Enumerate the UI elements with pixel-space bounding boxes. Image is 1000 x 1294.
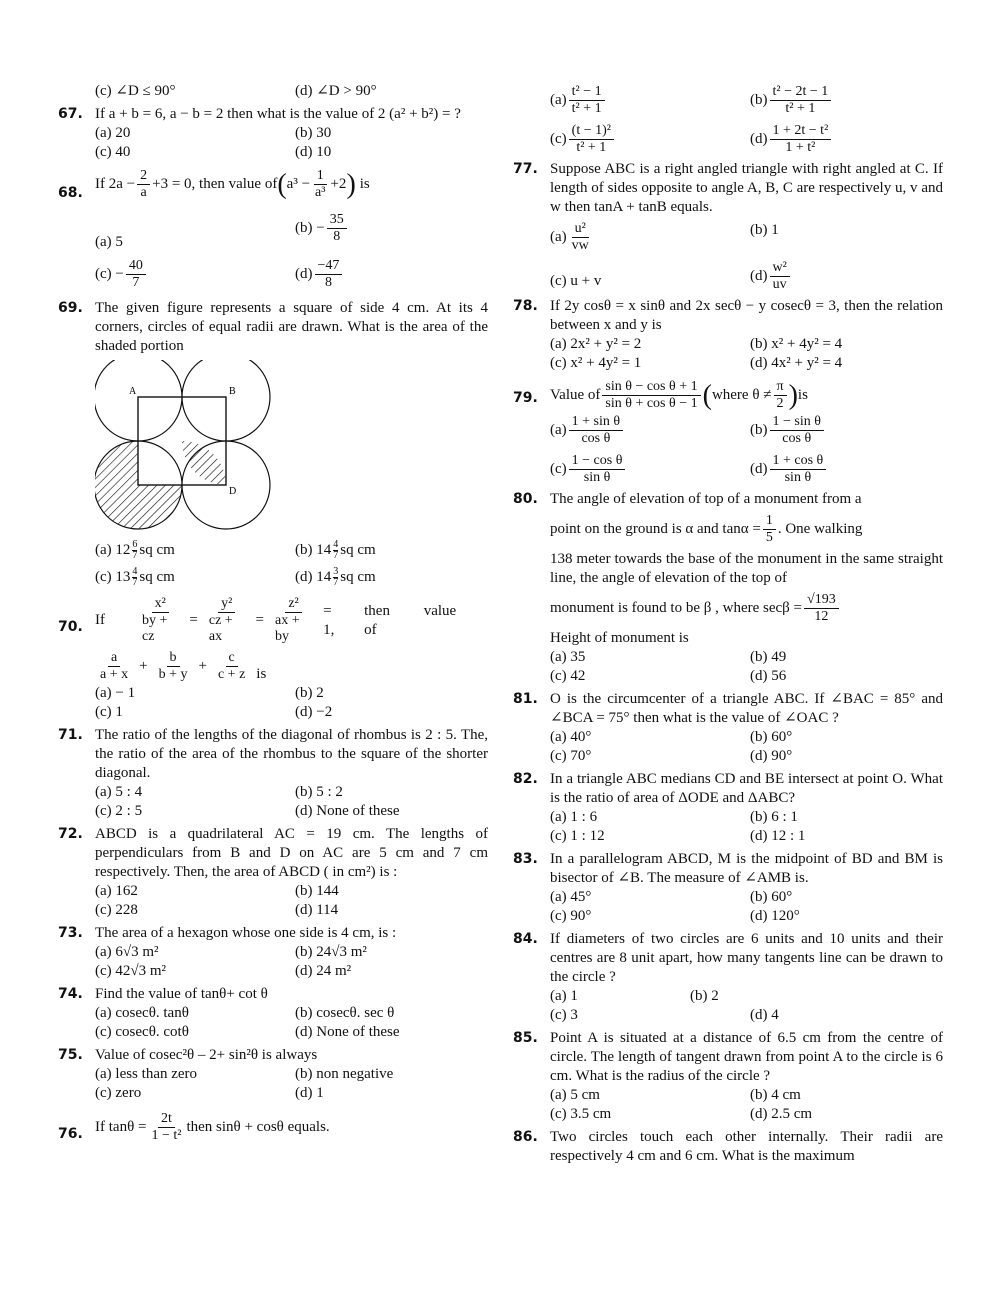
question-stem: O is the circumcenter of a triangle ABC. If ∠BAC = 85° and ∠BCA = 75° then what is the value of ∠OAC ? [550,691,943,726]
stem-text: is [797,387,808,403]
question-number: 78. [513,298,538,314]
question-number: 85. [513,1030,538,1046]
option-c: (c) ∠D ≤ 90° [95,83,176,99]
question-stem: In a triangle ABC medians CD and BE intersect at point O. What is the ratio of area of ΔODE and ΔABC? [550,771,943,806]
option-d: (d) 90° [750,748,793,764]
option-a: (a) $\frac{\text{1 + sin θ}}{\text{cos θ}}$ [550,414,750,447]
option-a: (a) 1 : 6 [550,809,598,825]
stem-text: point on the ground is α and tanα = [550,521,761,537]
option-a: (a) cosecθ. tanθ [95,1005,189,1021]
stem-text: Value of [550,387,601,403]
fraction: $\frac{1}{5}$ [763,513,776,546]
question-stem: Suppose ABC is a right angled triangle with right angled at C. If length of sides opposite to angle A, B, C are respectively u, v and w then tanA + tanB equals. [550,161,943,215]
question-number: 68. [58,185,83,201]
option-c: (c) 228 [95,902,138,918]
option-b: (b) non negative [295,1066,394,1082]
question-84 [513,930,943,1025]
question-number: 74. [58,986,83,1002]
question-stem: ABCD is a quadrilateral AC = 19 cm. The lengths of perpendiculars from B and D on AC are 5 cm and 7 cm respectively. Then, the area of ABCD ( in cm²) is : [95,826,488,880]
option-d: (d) ∠D > 90° [295,83,377,99]
question-83 [513,850,943,926]
stem-text: a³ − [286,176,311,192]
option-c: (c) cosecθ. cotθ [95,1024,189,1040]
question-77 [513,160,943,293]
option-c: (c) 13 $\frac{4}{7}$ sq cm [95,566,175,588]
option-a: (a) 45° [550,889,592,905]
stem-text: +2 [330,176,347,192]
option-d: (d) $\frac{\text{1 + cos θ}}{\text{sin θ}}$ [750,453,950,486]
question-number: 70. [58,619,83,635]
question-79 [513,379,943,486]
left-column [58,82,488,1148]
label-b: B [229,386,236,397]
stem-text: monument is found to be β , where secβ = [550,600,803,616]
fraction: $\frac{√193}{12}$ [804,592,839,625]
right-paren: ) [346,169,356,200]
question-number: 79. [513,390,538,406]
question-stem: Find the value of tanθ+ cot θ [95,986,268,1002]
option-a: (a) 5 cm [550,1087,600,1103]
question-75 [58,1046,488,1103]
option-c: (c) 3 [550,1007,578,1023]
question-80 [513,490,943,686]
option-d: (d) 12 : 1 [750,828,806,844]
question-76 [58,1111,488,1144]
question-number: 81. [513,691,538,707]
question-stem: Value of cosec²θ – 2+ sin²θ is always [95,1047,318,1063]
right-paren: ) [788,380,798,411]
option-b: (b) cosecθ. sec θ [295,1005,395,1021]
option-c: (c) 42√3 m² [95,963,167,979]
right-column [513,84,943,1170]
question-82 [513,770,943,846]
question-85 [513,1029,943,1124]
question-70: 70. If $\frac{\text{x²}}{by + cz}$ = $\frac{\text{y²}}{cz + ax}$ = $\frac{\text{z²}}{ax + by}$ = 1, then value of $\frac{a}{a + x}$ + $\frac{b}{b + y}$ + $\frac{c}{c + z}$ is (a) − 1 (b) 2 (c) 1 (d) −2 [58,596,488,722]
question-73 [58,924,488,981]
option-c: (c) x² + 4y² = 1 [550,355,642,371]
question-stem: The area of a hexagon whose one side is 4 cm, is : [95,925,397,941]
question-81 [513,690,943,766]
stem-text: If 2a − [95,176,136,192]
question-stem: The ratio of the lengths of the diagonal of rhombus is 2 : 5. The, the ratio of the area of the rhombus to the square of the shorter diagonal. [95,727,488,781]
question-67 [58,105,488,162]
option-c: (c) $\frac{\text{(t − 1)²}}{\text{t² + 1}}$ [550,123,750,156]
question-stem: In a parallelogram ABCD, M is the midpoint of BD and BM is bisector of ∠B. The measure of ∠AMB is. [550,851,943,886]
option-d: (d) $\frac{\text{w²}}{uv}$ [750,260,950,293]
option-b: (b) 49 [750,649,787,665]
option-c: (c) 2 : 5 [95,803,143,819]
stem-text: then sinθ + cosθ equals. [186,1119,330,1135]
shaded-region [182,441,226,485]
question-number: 72. [58,826,83,842]
option-d: (d) None of these [295,803,400,819]
question-number: 83. [513,851,538,867]
option-a: (a) 6√3 m² [95,944,159,960]
question-stem: Two circles touch each other internally. Their radii are respectively 4 cm and 6 cm. What is the maximum [550,1129,943,1164]
option-d: (d) $\frac{-47}{8}$ [295,258,495,291]
stem-text: is [359,176,370,192]
option-b: (b) − $\frac{35}{8}$ [295,205,495,252]
option-a: (a) $\frac{\text{u²}}{vw}$ [550,221,589,253]
stem-text: +3 = 0, then value of [152,176,278,192]
option-d: (d) 1 [295,1085,324,1101]
stem-text: If tanθ = [95,1119,147,1135]
question-stem: Point A is situated at a distance of 6.5 cm from the centre of circle. The length of tangent drawn from point A to the circle is 6 cm. What is the radius of the circle ? [550,1030,943,1084]
fraction: $\frac{2t}{\text{1 − t²}}$ [151,1111,182,1143]
option-d: (d) 14 $\frac{3}{7}$ sq cm [295,566,376,588]
option-c: (c) 42 [550,668,586,684]
question-stem-line: Height of monument is [550,630,689,646]
question-stem: If 2y cosθ = x sinθ and 2x secθ − y cosecθ = 3, then the relation between x and y is [550,298,943,333]
option-d: (d) 4 [750,1007,779,1023]
option-a: (a) 5 [95,234,123,250]
circles-square-figure [95,360,488,536]
fraction: $\frac{b}{b + y}$ [158,650,188,682]
question-number: 67. [58,106,83,122]
fraction: $\frac{a}{a + x}$ [100,650,129,682]
option-b: (b) 60° [750,889,793,905]
fraction: $\frac{\text{z²}}{ax + by}$ [272,596,315,645]
label-a: A [129,386,137,397]
fraction: $\frac{\text{y²}}{cz + ax}$ [206,596,248,645]
option-a: (a) $\frac{\text{t² − 1}}{\text{t² + 1}}$ [550,84,750,117]
option-b: (b) 24√3 m² [295,944,367,960]
option-b: (b) 60° [750,729,793,745]
label-d: D [229,486,237,497]
question-stem: If diameters of two circles are 6 units and 10 units and their centres are 8 unit apart, how many tangents line can be drawn to the circle ? [550,931,943,985]
option-c: (c) − $\frac{40}{7}$ [95,258,295,291]
option-d: (d) 10 [295,144,332,160]
stem-text: = 1, [323,602,335,638]
stem-text: then value of [364,602,457,638]
option-b: (b) x² + 4y² = 4 [750,336,843,352]
left-paren: ( [702,380,712,411]
option-b: (b) 6 : 1 [750,809,798,825]
option-c: (c) zero [95,1085,142,1101]
option-b: (b) $\frac{\text{t² − 2t − 1}}{\text{t² + 1}}$ [750,84,950,117]
option-d: (d) −2 [295,704,333,720]
option-d: (d) $\frac{\text{1 + 2t − t²}}{\text{1 + t²}}$ [750,123,950,156]
stem-text: If [95,612,105,628]
question-number: 77. [513,161,538,177]
option-d: (d) 2.5 cm [750,1106,813,1122]
option-d: (d) 4x² + y² = 4 [750,355,843,371]
option-a: (a) 162 [95,883,138,899]
option-a: (a) less than zero [95,1066,198,1082]
question-66-tail [58,82,488,101]
question-stem: The given figure represents a square of side 4 cm. At its 4 corners, circles of equal radii are drawn. What is the area of the shaded portion [95,300,488,354]
option-c: (c) 3.5 cm [550,1106,612,1122]
option-b: (b) 4 cm [750,1087,801,1103]
question-number: 80. [513,491,538,507]
option-d: (d) 114 [295,902,339,918]
option-b: (b) 2 [295,685,324,701]
option-a: (a) 1 [550,988,578,1004]
option-b: (b) 5 : 2 [295,784,343,800]
fraction: $\frac{2}{a}$ [137,168,150,201]
question-number: 71. [58,727,83,743]
question-71 [58,726,488,821]
question-74 [58,985,488,1042]
question-number: 75. [58,1047,83,1063]
question-number: 76. [58,1126,83,1142]
question-72 [58,825,488,920]
option-b: (b) 1 [750,222,779,238]
fraction: $\frac{\text{sin θ − cos θ + 1}}{\text{sin θ + cos θ − 1}}$ [602,379,700,412]
option-c: (c) 1 : 12 [550,828,605,844]
stem-text: where θ ≠ [711,387,772,403]
option-d: (d) 120° [750,908,800,924]
option-a: (a) 40° [550,729,592,745]
left-paren: ( [277,169,287,200]
figure-svg [95,360,275,530]
option-c: (c) 90° [550,908,592,924]
question-69 [58,299,488,588]
question-76-options [513,84,943,156]
question-number: 82. [513,771,538,787]
option-b: (b) 14 $\frac{4}{7}$ sq cm [295,539,376,561]
option-a: (a) 12 $\frac{6}{7}$ sq cm [95,539,175,561]
option-d: (d) 24 m² [295,963,352,979]
option-b: (b) 144 [295,883,339,899]
question-number: 69. [58,300,83,316]
stem-text: is [256,666,267,682]
fraction: $\frac{c}{c + z}$ [217,650,246,682]
question-number: 86. [513,1129,538,1145]
option-a: (a) 35 [550,649,586,665]
question-stem-line: 138 meter towards the base of the monument in the same straight line, the angle of elevation of the top of [550,551,943,586]
question-number: 73. [58,925,83,941]
question-stem-line: The angle of elevation of top of a monument from a [550,491,862,507]
option-c: (c) $\frac{\text{1 − cos θ}}{\text{sin θ}}$ [550,453,750,486]
option-a: (a) 20 [95,125,131,141]
option-c: (c) 40 [95,144,131,160]
option-a: (a) 2x² + y² = 2 [550,336,642,352]
fraction: $\frac{1}{\text{a³}}$ [315,168,326,200]
question-number: 84. [513,931,538,947]
fraction: $\frac{\pi}{2}$ [774,379,787,412]
option-b: (b) $\frac{\text{1 − sin θ}}{\text{cos θ}}$ [750,414,950,447]
question-78 [513,297,943,373]
stem-text: . One walking [777,521,863,537]
option-b: (b) 30 [295,125,332,141]
option-b: (b) 2 [690,988,719,1004]
fraction: $\frac{\text{x²}}{by + cz}$ [142,596,168,644]
option-a: (a) 5 : 4 [95,784,143,800]
question-stem: If a + b = 6, a − b = 2 then what is the value of 2 (a² + b²) = ? [95,106,461,122]
option-d: (d) 56 [750,668,787,684]
option-c: (c) 1 [95,704,123,720]
question-68 [58,168,488,291]
option-d: (d) None of these [295,1024,400,1040]
option-a: (a) − 1 [95,685,136,701]
option-c: (c) u + v [550,273,602,289]
option-c: (c) 70° [550,748,592,764]
question-86 [513,1128,943,1166]
